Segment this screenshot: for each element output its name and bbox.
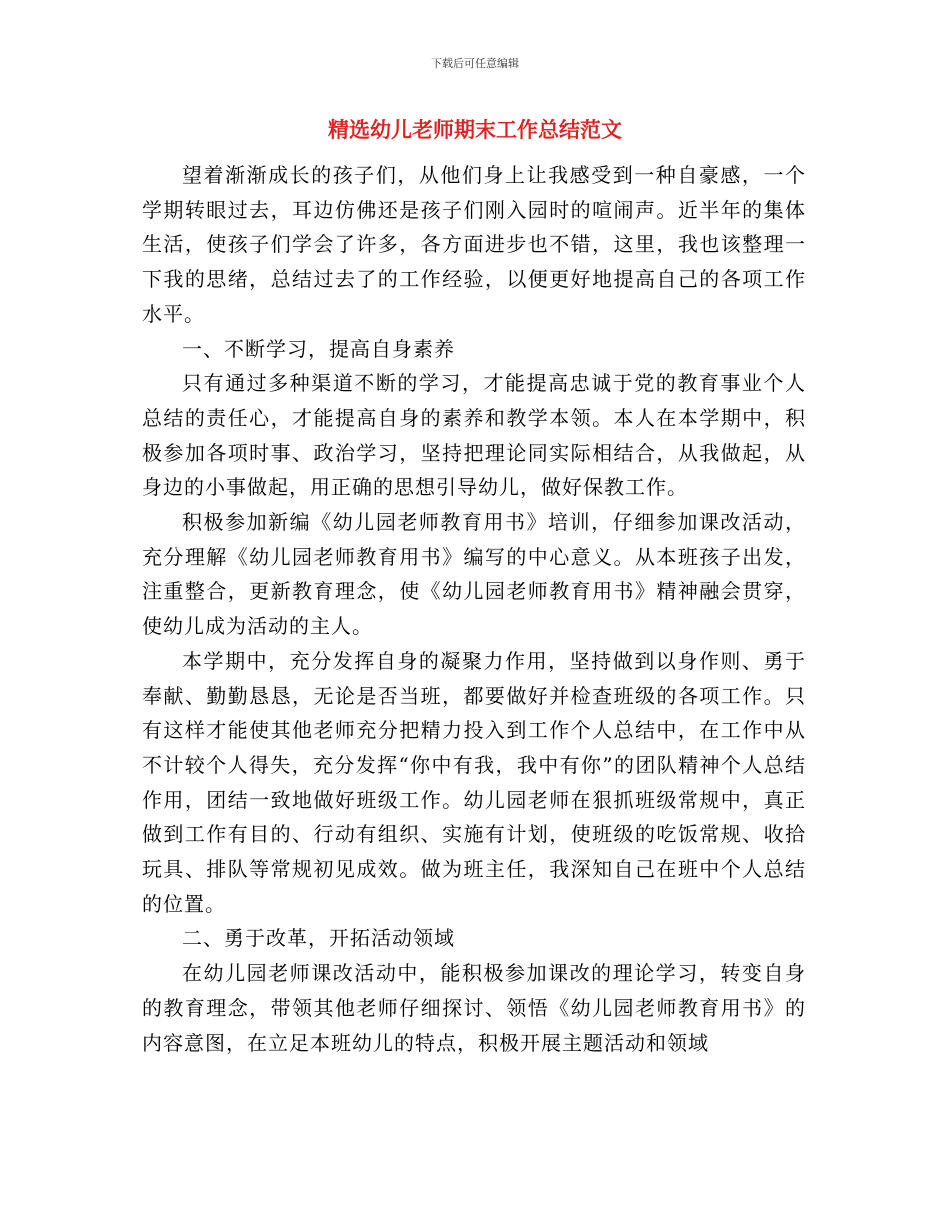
body-paragraph: 本学期中，充分发挥自身的凝聚力作用，坚持做到以身作则、勇于奉献、勤勤恳恳，无论是否当班，都要做好并检查班级的各项工作。只有这样才能使其他老师充分把精力投入到工作个人总结中，在工作中从不计较个人得失，充分发挥“你中有我，我中有你”的团队精神个人总结作用，团结一致地做好班级工作。幼儿园老师在狠抓班级常规中，真正做到工作有目的、行动有组织、实施有计划，使班级的吃饭常规、收拾玩具、排队等常规初见成效。做为班主任，我深知自己在班中个人总结的位置。 xyxy=(142,648,806,916)
section-heading: 二、勇于改革，开拓活动领域 xyxy=(182,926,455,951)
body-paragraph: 只有通过多种渠道不断的学习，才能提高忠诚于党的教育事业个人总结的责任心，才能提高自身的素养和教学本领。本人在本学期中，积极参加各项时事、政治学习，坚持把理论同实际相结合，从我做起，从身边的小事做起，用正确的思想引导幼儿，做好保教工作。 xyxy=(142,371,806,500)
document-body xyxy=(142,158,806,1060)
header-note: 下载后可任意编辑 xyxy=(431,57,519,70)
body-paragraph: 积极参加新编《幼儿园老师教育用书》培训，仔细参加课改活动，充分理解《幼儿园老师教育用书》编写的中心意义。从本班孩子出发，注重整合，更新教育理念，使《幼儿园老师教育用书》精神融会贯穿，使幼儿成为活动的主人。 xyxy=(142,510,806,639)
section-heading: 一、不断学习，提高自身素养 xyxy=(182,336,455,361)
document-title: 精选幼儿老师期末工作总结范文 xyxy=(328,118,622,142)
body-paragraph: 望着渐渐成长的孩子们，从他们身上让我感受到一种自豪感，一个学期转眼过去，耳边仿佛还是孩子们刚入园时的喧闹声。近半年的集体生活，使孩子们学会了许多，各方面进步也不错，这里，我也该整理一下我的思绪，总结过去了的工作经验，以便更好地提高自己的各项工作水平。 xyxy=(142,163,806,326)
body-paragraph: 在幼儿园老师课改活动中，能积极参加课改的理论学习，转变自身的教育理念，带领其他老师仔细探讨、领悟《幼儿园老师教育用书》的内容意图，在立足本班幼儿的特点，积极开展主题活动和领域 xyxy=(142,961,806,1055)
